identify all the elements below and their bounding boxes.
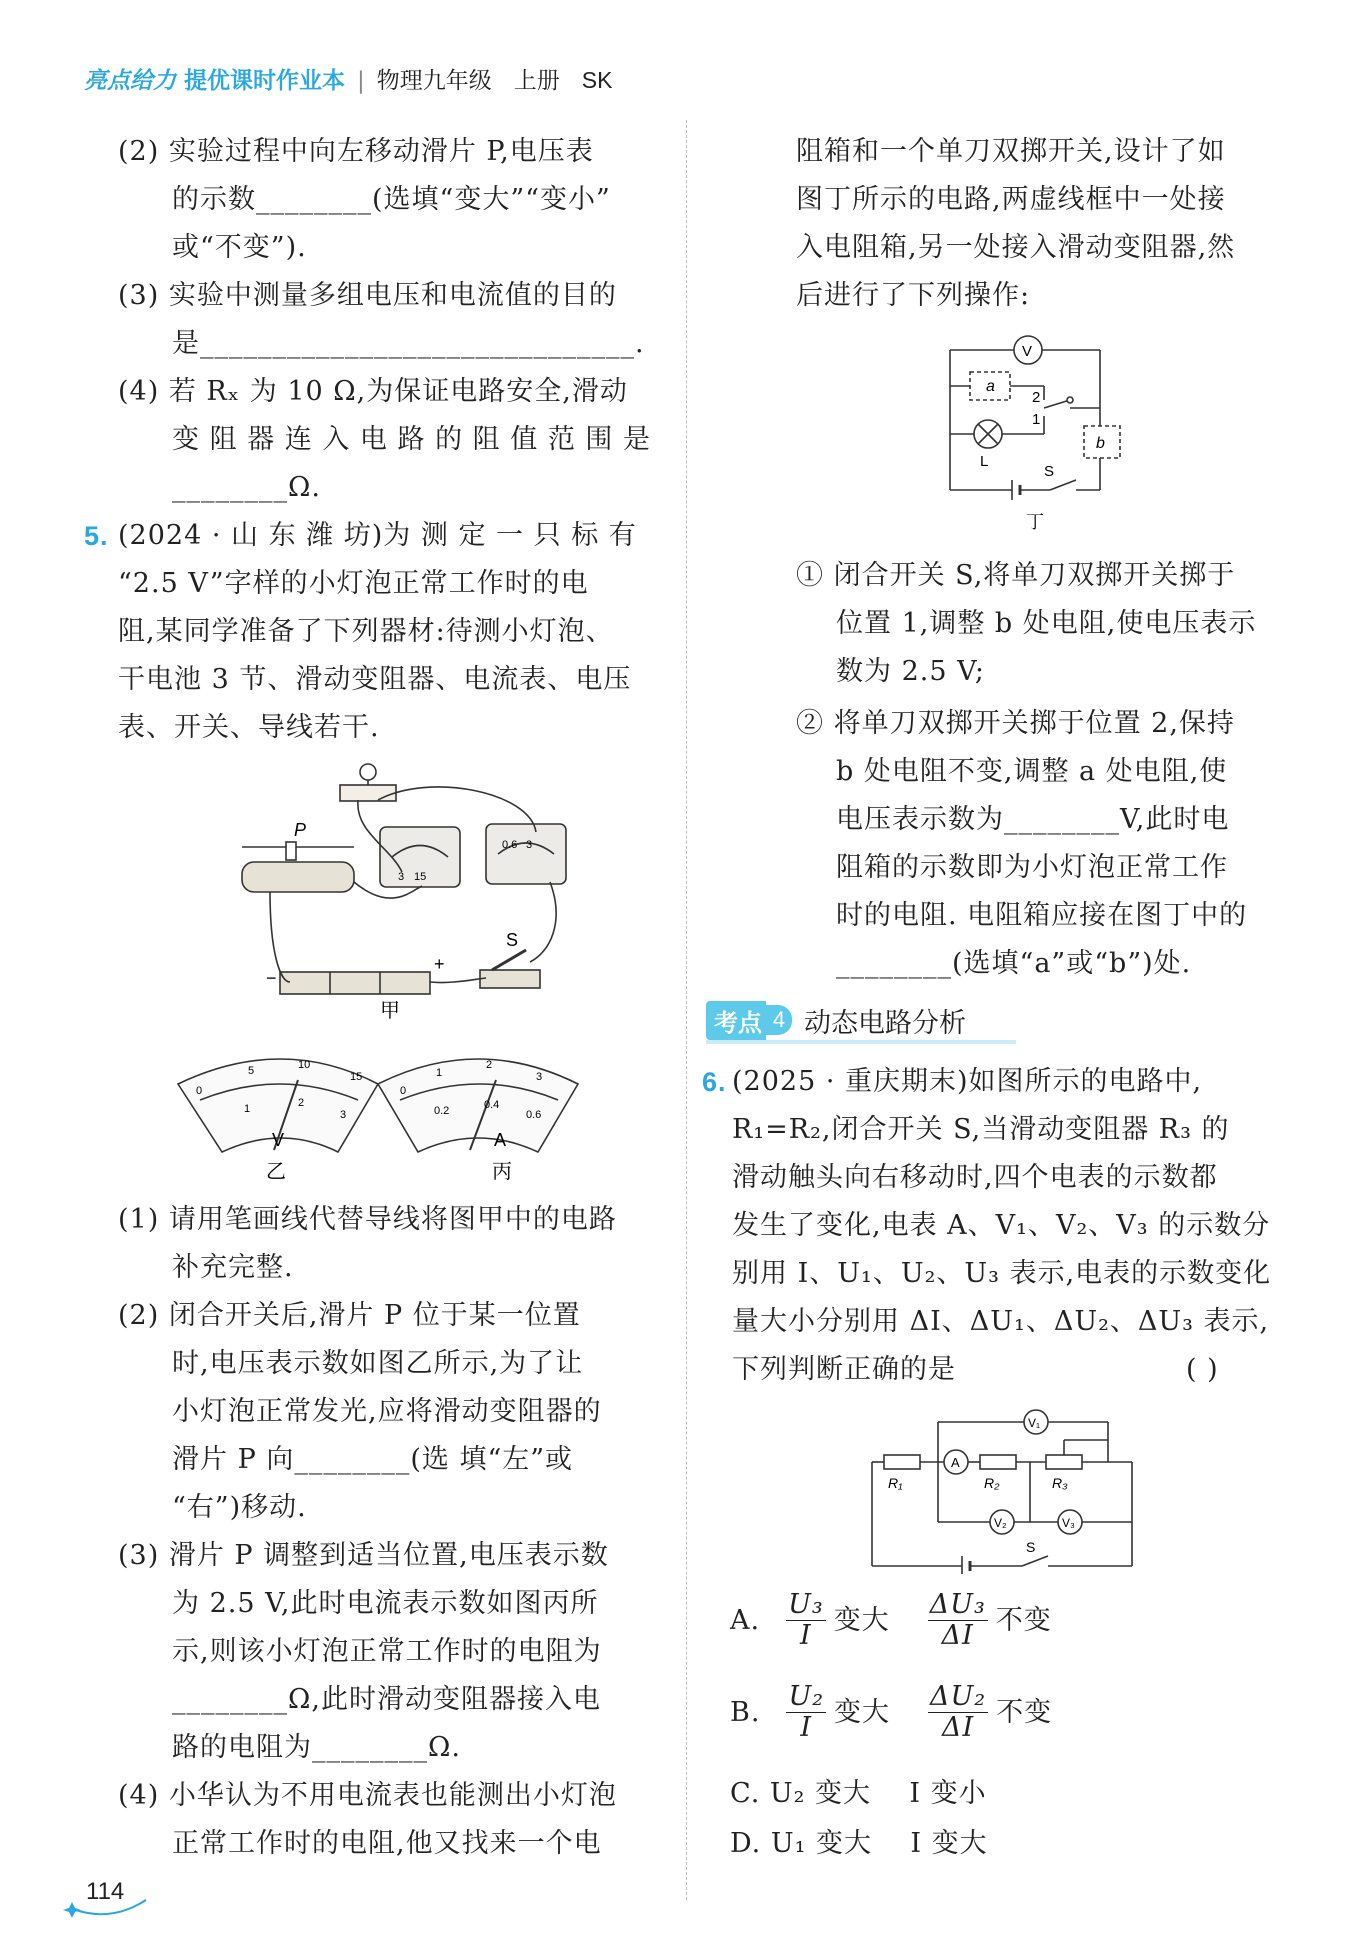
option-d[interactable]: D. U₁ 变大 I 变大 (730, 1828, 988, 1859)
tick-label: 0.2 (434, 1105, 450, 1117)
series-title: 提优课时作业本 (184, 68, 345, 94)
label-s: S (506, 930, 519, 950)
label-b: b (1096, 435, 1105, 452)
option-c[interactable]: C. U₂ 变大 I 变小 (730, 1778, 987, 1809)
tick-label: 10 (298, 1059, 311, 1071)
text-line: 补充完整. (172, 1252, 294, 1283)
text-line: 阻箱和一个单刀双掷开关,设计了如 (796, 136, 1226, 167)
text-line: ② 将单刀双掷开关掷于位置 2,保持 (796, 708, 1235, 739)
figure-label-bing: 丙 (492, 1161, 512, 1183)
option-a[interactable]: A. $\frac{\text{U₃}}{I}$ 变大 $\frac{\text{ΔU₃}}{\Delta I}$ 不变 (730, 1589, 1052, 1651)
meter-a-label: A (494, 1130, 507, 1150)
text-line: ________(选填“a”或“b”)处. (836, 948, 1192, 979)
tick-label: 0.4 (484, 1099, 500, 1111)
text-line: 电压表示数为________V,此时电 (836, 804, 1230, 835)
figure-jia-apparatus (230, 752, 700, 1022)
terminal-label: 3 (526, 839, 533, 851)
label-s: S (1026, 1539, 1036, 1555)
option-b[interactable]: B. $\frac{\text{U₂}}{I}$ 变大 $\frac{\text{ΔU₂}}{\Delta I}$ 不变 (730, 1681, 1053, 1743)
tick-label: 3 (340, 1109, 347, 1121)
page-header: 亮点给力 提优课时作业本 | 物理九年级 上册 SK (84, 67, 613, 94)
tick-label: 0 (400, 1085, 407, 1097)
label-1: 1 (1032, 411, 1041, 428)
terminal-label: 3 (398, 871, 405, 883)
section-number: 4 (766, 1005, 792, 1035)
question-number: 5. (84, 521, 109, 551)
text-line: 量大小分别用 ΔI、ΔU₁、ΔU₂、ΔU₃ 表示, (732, 1306, 1270, 1337)
volume: 上册 (513, 68, 560, 94)
question-number: 6. (702, 1067, 727, 1097)
label-2: 2 (1032, 389, 1041, 406)
figure-label-yi: 乙 (266, 1161, 286, 1183)
text-line: 滑动触头向右移动时,四个电表的示数都 (732, 1162, 1218, 1193)
text-line: 或“不变”). (172, 232, 307, 263)
label-r2: R₂ (984, 1475, 1000, 1491)
label-minus: − (266, 968, 277, 988)
text-line: 别用 I、U₁、U₂、U₃ 表示,电表的示数变化 (732, 1258, 1272, 1289)
tick-label: 0 (196, 1085, 203, 1097)
text-line: 下列判断正确的是 (732, 1354, 956, 1385)
tick-label: 2 (298, 1097, 305, 1109)
text-line: 为 2.5 V,此时电流表示数如图丙所 (172, 1588, 599, 1619)
text-line: ________Ω. (172, 472, 321, 503)
section-banner (706, 1000, 966, 1040)
label-p: P (294, 820, 307, 840)
label-v2: V₂ (994, 1516, 1007, 1530)
text-line: 的示数________(选填“变大”“变小” (172, 184, 611, 215)
page-number-decoration (62, 1882, 152, 1922)
text-line: 干电池 3 节、滑动变阻器、电流表、电压 (118, 664, 632, 695)
text-line: R₁=R₂,闭合开关 S,当滑动变阻器 R₃ 的 (732, 1114, 1230, 1145)
text-line: 发生了变化,电表 A、V₁、V₂、V₃ 的示数分 (732, 1210, 1271, 1241)
text-line: 正常工作时的电阻,他又找来一个电 (172, 1828, 602, 1859)
tick-label: 1 (436, 1067, 443, 1079)
tick-label: 3 (536, 1071, 543, 1083)
text-line: 阻,某同学准备了下列器材:待测小灯泡、 (118, 616, 614, 647)
text-line: “右”)移动. (172, 1492, 307, 1523)
tick-label: 1 (244, 1103, 251, 1115)
label-ammeter: A (951, 1455, 960, 1470)
tick-label: 15 (350, 1071, 363, 1083)
voltmeter-label: V (1022, 343, 1033, 360)
text-line: 是______________________________. (172, 328, 645, 359)
text-line: 数为 2.5 V; (836, 656, 985, 687)
figure-meters (170, 1040, 590, 1190)
text-line: 后进行了下列操作: (796, 280, 1031, 311)
text-line: 入电阻箱,另一处接入滑动变阻器,然 (796, 232, 1236, 263)
label-a: a (986, 378, 995, 395)
text-line: (3) 滑片 P 调整到适当位置,电压表示数 (118, 1540, 609, 1571)
figure-label-ding: 丁 (1026, 512, 1044, 532)
text-line: (4) 若 Rₓ 为 10 Ω,为保证电路安全,滑动 (118, 376, 628, 407)
text-line: 小灯泡正常发光,应将滑动变阻器的 (172, 1396, 602, 1427)
page-number: 114 (86, 1878, 125, 1905)
text-line: 时,电压表示数如图乙所示,为了让 (172, 1348, 584, 1379)
brand-logo: 亮点给力 (84, 68, 176, 94)
text-line: ________Ω,此时滑动变阻器接入电 (172, 1684, 601, 1715)
subject-grade: 物理九年级 (376, 68, 492, 94)
label-r3: R₃ (1052, 1475, 1068, 1491)
figure-label-jia: 甲 (380, 1000, 400, 1022)
text-line: (3) 实验中测量多组电压和电流值的目的 (118, 280, 617, 311)
text-line: (2025 · 重庆期末)如图所示的电路中, (732, 1066, 1203, 1097)
text-line: “2.5 V”字样的小灯泡正常工作时的电 (118, 568, 589, 599)
edition: SK (581, 67, 613, 93)
label-plus: + (434, 954, 445, 974)
text-line: 表、开关、导线若干. (118, 712, 380, 743)
label-v1: V₁ (1028, 1416, 1041, 1430)
text-line: (1) 请用笔画线代替导线将图甲中的电路 (118, 1204, 617, 1235)
text-line: (2024 · 山 东 潍 坊)为 测 定 一 只 标 有 (118, 520, 637, 551)
text-line: 时的电阻. 电阻箱应接在图丁中的 (836, 900, 1248, 931)
terminal-label: 0.6 (502, 839, 518, 851)
tick-label: 2 (486, 1059, 493, 1071)
figure-ding-circuit (940, 330, 1140, 540)
text-line: (2) 实验过程中向左移动滑片 P,电压表 (118, 136, 594, 167)
text-line: 图丁所示的电路,两虚线框中一处接 (796, 184, 1226, 215)
label-v3: V₃ (1062, 1516, 1075, 1530)
answer-parentheses: ( ) (1186, 1354, 1219, 1385)
text-line: 路的电阻为________Ω. (172, 1732, 461, 1763)
text-line: b 处电阻不变,调整 a 处电阻,使 (836, 756, 1228, 787)
meter-v-label: V (272, 1130, 285, 1150)
text-line: 滑片 P 向________(选 填“左”或 (172, 1444, 574, 1475)
label-l: L (980, 453, 989, 470)
figure-q6-circuit (862, 1404, 1142, 1574)
label-r1: R₁ (888, 1475, 903, 1491)
section-tag: 考点 (706, 1001, 766, 1040)
text-line: (2) 闭合开关后,滑片 P 位于某一位置 (118, 1300, 581, 1331)
text-line: 变 阻 器 连 入 电 路 的 阻 值 范 围 是 (172, 424, 651, 455)
text-line: 位置 1,调整 b 处电阻,使电压表示 (836, 608, 1257, 639)
text-line: 示,则该小灯泡正常工作时的电阻为 (172, 1636, 602, 1667)
text-line: (4) 小华认为不用电流表也能测出小灯泡 (118, 1780, 617, 1811)
tick-label: 0.6 (526, 1109, 542, 1121)
terminal-label: 15 (414, 871, 427, 883)
tick-label: 5 (248, 1065, 255, 1077)
text-line: 阻箱的示数即为小灯泡正常工作 (836, 852, 1228, 883)
section-title: 动态电路分析 (804, 1007, 966, 1039)
text-line: ① 闭合开关 S,将单刀双掷开关掷于 (796, 560, 1236, 591)
label-s: S (1044, 463, 1055, 480)
